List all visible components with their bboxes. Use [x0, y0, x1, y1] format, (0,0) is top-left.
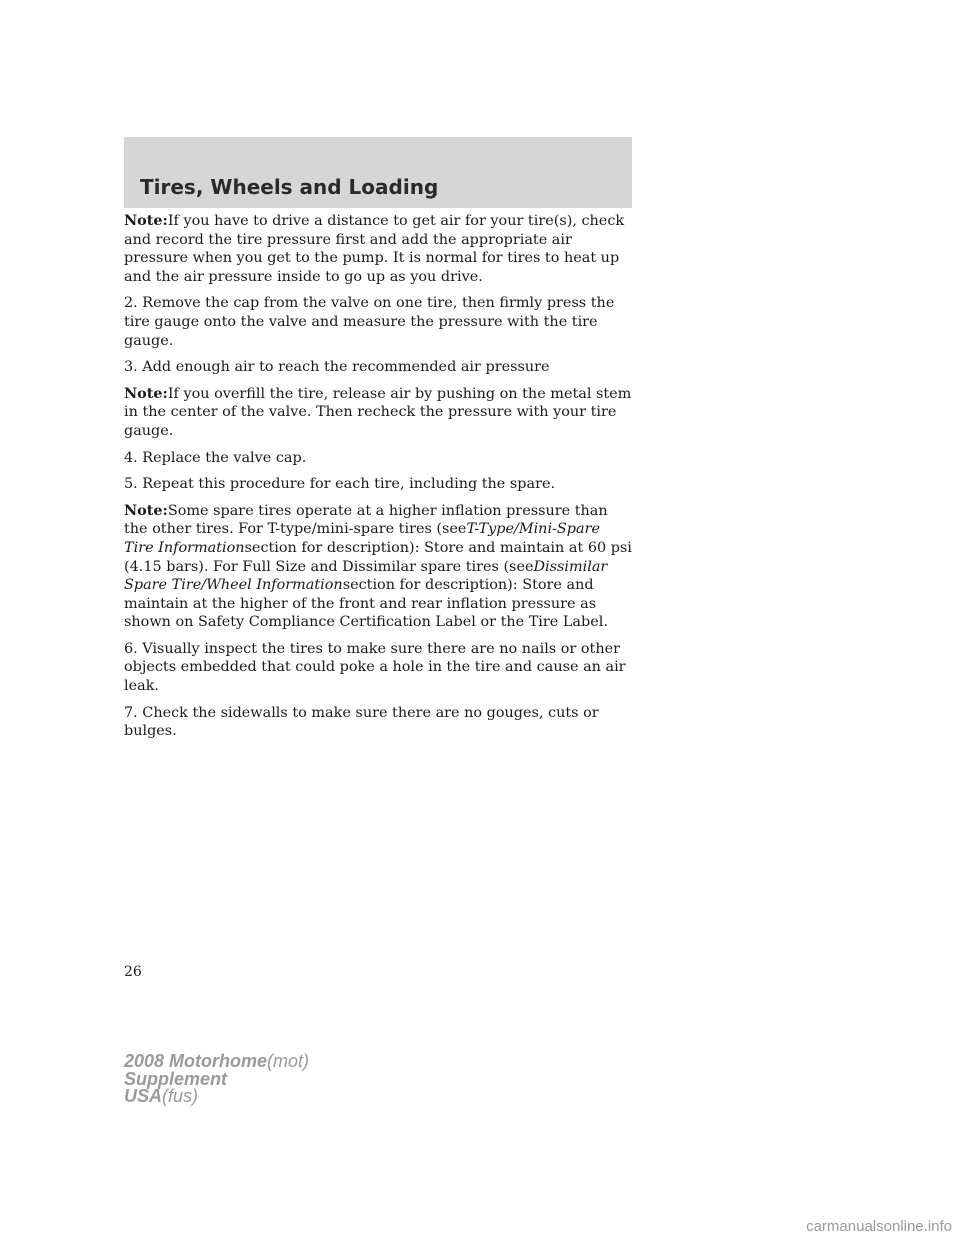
step-6: 6. Visually inspect the tires to make sure there are no nails or other objects embedded that could poke a hole in the tire and cause an air leak.	[124, 640, 626, 695]
step-3: 3. Add enough air to reach the recommended air pressure	[124, 359, 550, 376]
section-title: Tires, Wheels and Loading	[140, 175, 439, 199]
footer-info	[124, 1053, 309, 1106]
note-paragraph	[124, 212, 634, 286]
note-text: section for description): Store and maintain at 60 psi (4.15 bars). For Full Size and Dissimilar spare tires (see	[124, 539, 632, 575]
step-7: 7. Check the sidewalls to make sure there are no gouges, cuts or bulges.	[124, 704, 599, 740]
note-paragraph	[124, 385, 634, 441]
footer-model: 2008 Motorhome	[124, 1051, 268, 1071]
footer-model-code: (mot)	[267, 1051, 310, 1071]
footer-doc-type: Supplement	[124, 1068, 228, 1089]
step-5: 5. Repeat this procedure for each tire, including the spare.	[124, 476, 556, 493]
note-label: Note:	[124, 212, 168, 229]
cross-reference: T-Type/Mini-Spare Tire Information	[124, 521, 600, 556]
note-text: If you overfill the tire, release air by pushing on the metal stem in the center of the valve. Then recheck the pressure with your tire gauge.	[124, 385, 632, 439]
watermark: carmanualsonline.info	[806, 1218, 952, 1235]
step-2: 2. Remove the cap from the valve on one tire, then firmly press the tire gauge onto the valve and measure the pressure with the tire gauge.	[124, 295, 615, 349]
note-text: section for description): Store and maintain at the higher of the front and rear inflation pressure as shown on Safety Compliance Certification Label or the Tire Label.	[124, 577, 608, 631]
footer-region-code: (fus)	[162, 1086, 199, 1106]
note-paragraph	[124, 502, 634, 632]
cross-reference: Dissimilar Spare Tire/Wheel Information	[124, 558, 608, 594]
body-content	[124, 212, 634, 749]
note-label: Note:	[124, 384, 168, 402]
section-header-band	[124, 137, 632, 208]
page-number: 26	[124, 964, 142, 980]
note-label: Note:	[124, 501, 168, 519]
step-4: 4. Replace the valve cap.	[124, 449, 307, 466]
note-text: If you have to drive a distance to get air for your tire(s), check and record the tire pressure first and add the appropriate air pressure when you get to the pump. It is normal for tires to heat up and the air pressure inside to go up as you drive.	[124, 213, 625, 285]
footer-region: USA	[124, 1086, 163, 1106]
note-text: Some spare tires operate at a higher inflation pressure than the other tires. For T-type/mini-spare tires (see	[124, 502, 608, 538]
footer-line	[124, 1088, 309, 1106]
